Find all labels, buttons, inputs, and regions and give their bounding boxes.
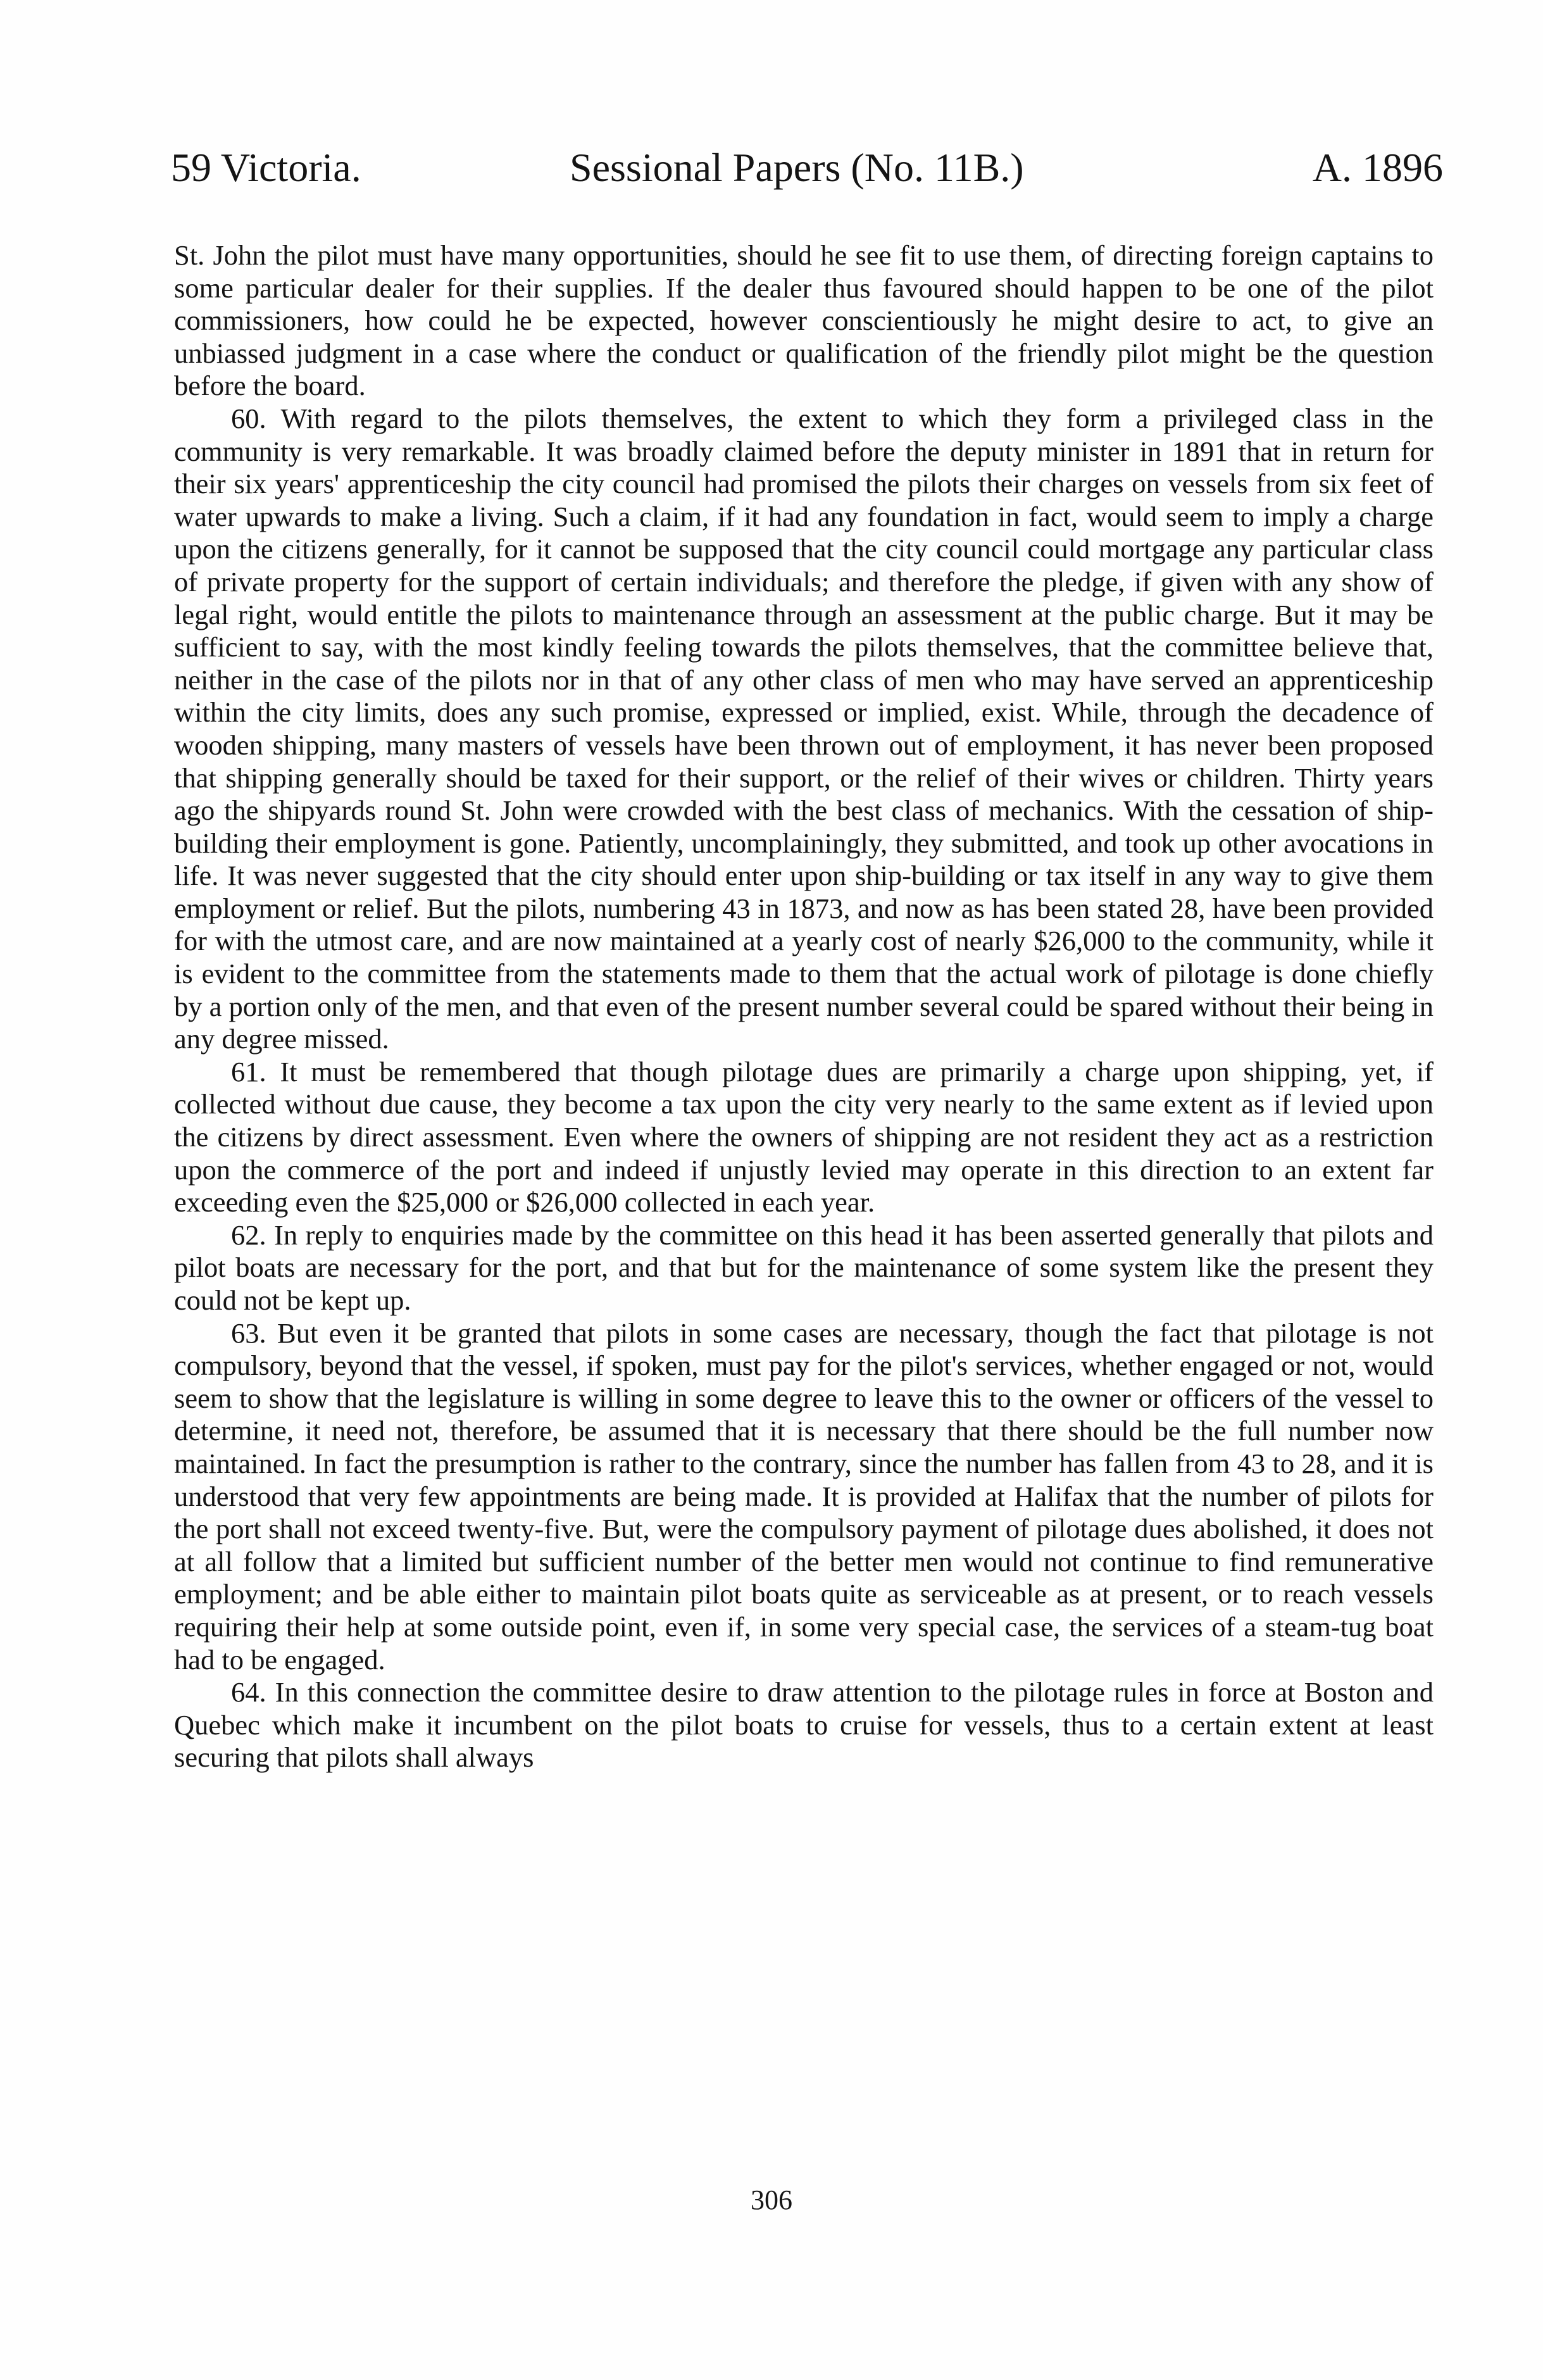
header-title: Sessional Papers (No. 11B.) (570, 145, 1024, 190)
paragraph-60: 60. With regard to the pilots themselves, the extent to which they form a privileged class in the community is very remarkable. It was broadly claimed before the deputy minister in 1891 that in return for their six years' apprenticeship the city council had promised the pilots their charges on vessels from six feet of water upwards to make a living. Such a claim, if it had any foundation in fact, would seem to imply a charge upon the citizens generally, for it cannot be supposed that the city council could mortgage any particular class of private property for the support of certain individuals; and therefore the pledge, if given with any show of legal right, would entitle the pilots to maintenance through an assessment at the public charge. But it may be sufficient to say, with the most kindly feeling towards the pilots themselves, that the committee believe that, neither in the case of the pilots nor in that of any other class of men who may have served an apprenticeship within the city limits, does any such promise, expressed or implied, exist. While, through the decadence of wooden shipping, many masters of vessels have been thrown out of employment, it has never been proposed that shipping generally should be taxed for their support, or the relief of their wives or children. Thirty years ago the shipyards round St. John were crowded with the best class of mechanics. With the cessation of ship-building their employment is gone. Patiently, uncomplainingly, they submitted, and took up other avocations in life. It was never suggested that the city should enter upon ship-building or tax itself in any way to give them employment or relief. But the pilots, numbering 43 in 1873, and now as has been stated 28, have been provided for with the utmost care, and are now maintained at a yearly cost of nearly $26,000 to the community, while it is evident to the committee from the statements made to them that the actual work of pilotage is done chiefly by a portion only of the men, and that even of the present number several could be spared without their being in any degree missed. (174, 402, 1434, 1055)
paragraph-61: 61. It must be remembered that though pilotage dues are primarily a charge upon shipping, yet, if collected without due cause, they become a tax upon the city very nearly to the same extent as if levied upon the citizens by direct assessment. Even where the owners of shipping are not resident they act as a restriction upon the commerce of the port and indeed if unjustly levied may operate in this direction to an extent far exceeding even the $25,000 or $26,000 collected in each year. (174, 1055, 1434, 1218)
paragraph-continued: St. John the pilot must have many opportunities, should he see fit to use them, of directing foreign captains to some particular dealer for their supplies. If the dealer thus favoured should happen to be one of the pilot commissioners, how could he be expected, however conscientiously he might desire to act, to give an unbiassed judgment in a case where the conduct or qualification of the friendly pilot might be the question before the board. (174, 239, 1434, 402)
header-volume: 59 Victoria. (171, 145, 361, 190)
paragraph-62: 62. In reply to enquiries made by the committee on this head it has been asserted generally that pilots and pilot boats are necessary for the port, and that but for the maintenance of some system like the present they could not be kept up. (174, 1218, 1434, 1316)
header-year: A. 1896 (1312, 145, 1443, 190)
page-number: 306 (751, 2184, 792, 2215)
paragraph-64: 64. In this connection the committee desire to draw attention to the pilotage rules in force at Boston and Quebec which make it incumbent on the pilot boats to cruise for vessels, thus to a certain extent at least securing that pilots shall always (174, 1676, 1434, 1774)
running-header (171, 142, 1443, 193)
body-text (174, 239, 1434, 1774)
paragraph-63: 63. But even it be granted that pilots in some cases are necessary, though the fact that pilotage is not compulsory, beyond that the vessel, if spoken, must pay for the pilot's services, whether engaged or not, would seem to show that the legislature is willing in some degree to leave this to the owner or officers of the vessel to determine, it need not, therefore, be assumed that it is necessary that there should be the full number now maintained. In fact the presumption is rather to the contrary, since the number has fallen from 43 to 28, and it is understood that very few appointments are being made. It is provided at Halifax that the number of pilots for the port shall not exceed twenty-five. But, were the compulsory payment of pilotage dues abolished, it does not at all follow that a limited but sufficient number of the better men would not continue to find remunerative employment; and be able either to maintain pilot boats quite as serviceable as at present, or to reach vessels requiring their help at some outside point, even if, in some very special case, the services of a steam-tug boat had to be engaged. (174, 1317, 1434, 1675)
